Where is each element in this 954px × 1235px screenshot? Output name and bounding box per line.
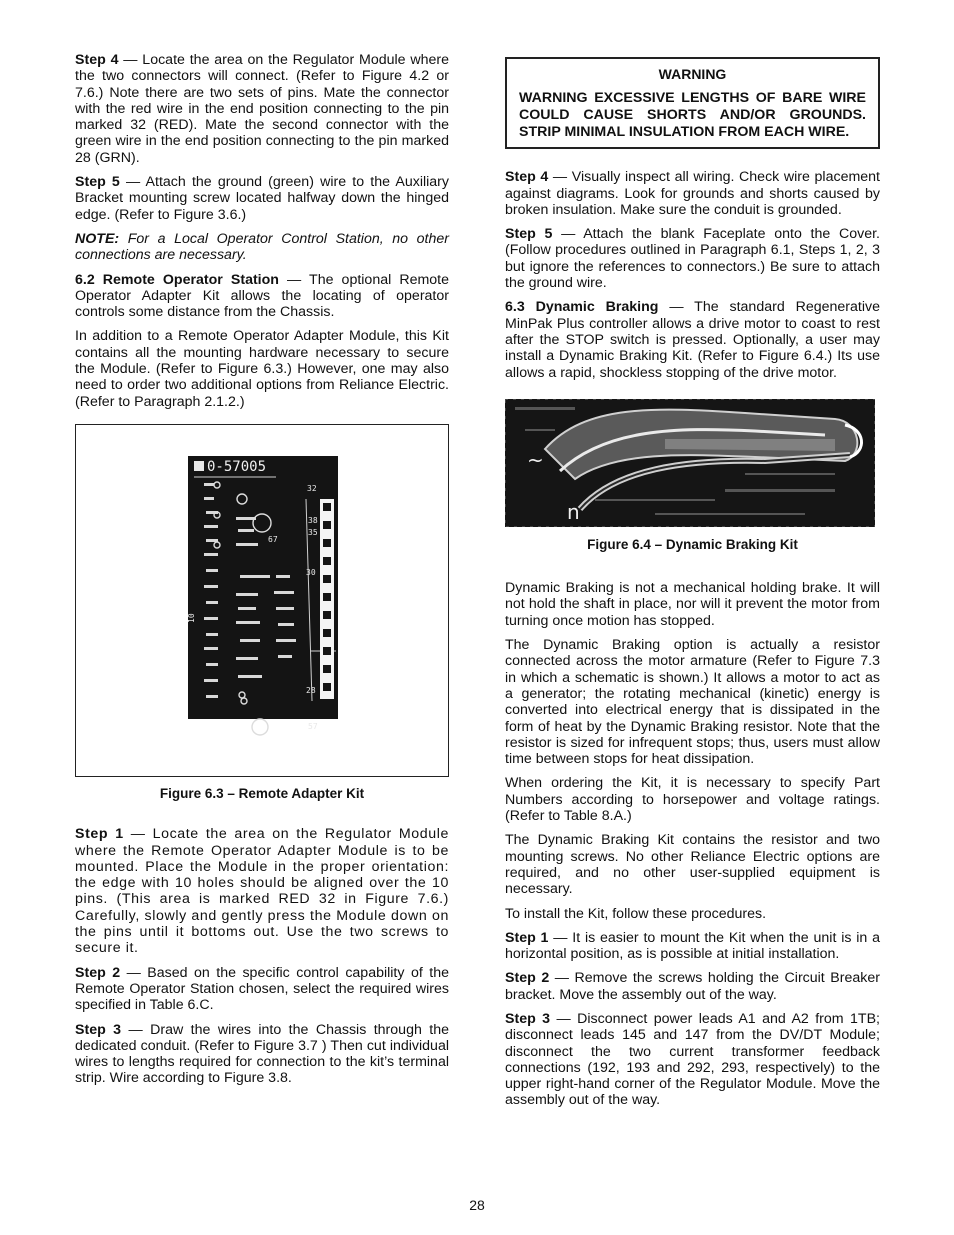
pin-label: 38: [308, 515, 318, 525]
paragraph-text: For a Local Operator Control Station, no other connections are necessary.: [75, 230, 449, 264]
section-6-3-paragraph: [505, 299, 880, 380]
body-paragraph: Dynamic Braking is not a mechanical holding brake. It will not hold the shaft in place, nor will it prevent the motor from turning once motion has stopped.: [505, 580, 880, 629]
step-label: Step 5: [75, 174, 120, 191]
paragraph-text: — Draw the wires into the Chassis through the dedicated conduit. (Refer to Figure 3.7 ) Then cut individual wires to lengths required for connection to the kit’s terminal strip. Wire according to Figure 3.8.: [75, 1021, 450, 1087]
step-label: Step 5: [505, 226, 553, 243]
pin-label: 67: [268, 534, 278, 544]
left-column: [75, 52, 449, 1095]
body-paragraph: The Dynamic Braking option is actually a resistor connected across the motor armature (Refer to Figure 7.3 in which a schematic is shown.) It allows a motor to act as a generator; the rotating mechanical (kinetic) energy is converted into electrical energy that is dissipated in the form of heat by the Dynamic Braking resistor. Note that the resistor is sized for infrequent stops; thus, users must allow time between stops for heat dissipation.: [505, 637, 880, 768]
paragraph-text: — The standard Regenerative MinPak Plus controller allows a drive motor to coast to rest after the STOP switch is pressed. Optionally, a user may install a Dynamic Braking Kit. (Refer to Figure 6.4.) Its use allows a rapid, shockless stopping of the drive motor.: [505, 299, 880, 381]
paragraph-text: — The optional Remote Operator Adapter Kit allows the locating of operator controls some distance from the Chassis.: [75, 271, 449, 321]
paragraph-text: — Locate the area on the Regulator Module where the Remote Operator Adapter Module is to be mounted. Place the Module in the proper orientation: the edge with 10 holes should be aligned over the 10 pins. (This area is marked RED 32 in Figure 7.6.) Carefully, slowly and gently press the Module down on the pins until it bottoms out. Use the two screws to secure it.: [75, 826, 449, 957]
warning-title: WARNING: [658, 66, 727, 82]
step-label: Step 4: [75, 52, 119, 68]
board-part-number: 0-57005: [207, 458, 267, 475]
step-5-paragraph: [505, 226, 880, 291]
step-4-paragraph: [75, 52, 449, 166]
step-2-paragraph: [75, 965, 449, 1014]
paragraph-text: — Remove the screws holding the Circuit Breaker bracket. Move the assembly out of the way.: [505, 970, 880, 1003]
pin-label: 30: [306, 567, 316, 577]
step-label: Step 4: [505, 169, 549, 186]
figure-6-4-caption: Figure 6.4 – Dynamic Braking Kit: [587, 536, 798, 552]
figure-6-4-image: [505, 399, 875, 527]
section-heading: 6.2 Remote Operator Station: [75, 271, 279, 288]
section-heading: 6.3 Dynamic Braking: [505, 299, 659, 316]
pin-label: 35: [308, 527, 318, 537]
step-label: Step 3: [75, 1021, 122, 1038]
step-label: Step 3: [505, 1010, 551, 1027]
right-column: [505, 52, 880, 1117]
step-2-paragraph: [505, 970, 880, 1003]
step-4-paragraph: [505, 169, 880, 218]
section-6-2-paragraph: [75, 272, 449, 321]
paragraph-text: — Based on the specific control capability of the Remote Operator Station chosen, select the required wires specified in Table 6.C.: [75, 964, 449, 1014]
figure-6-3-caption: Figure 6.3 – Remote Adapter Kit: [159, 785, 365, 801]
paragraph-text: — Locate the area on the Regulator Module where the two connectors will connect. (Refer to Figure 4.2 or 7.6.) Note there are two sets of pins. Mate the connector with the red wire in the end position connecting to the pin marked 32 (RED). Mate the second connector with the green wire in the end position connecting to the pin marked 28 (GRN).: [75, 52, 449, 166]
step-label: Step 1: [75, 826, 124, 843]
body-paragraph: When ordering the Kit, it is necessary to specify Part Numbers according to horsepower and voltage ratings. (Refer to Table 8.A.): [505, 775, 880, 825]
step-label: Step 2: [505, 970, 550, 987]
step-label: Step 2: [75, 964, 121, 981]
step-1-paragraph: [505, 930, 880, 963]
pin-label: 32: [307, 483, 317, 493]
remote-adapter-board-image: [76, 425, 448, 776]
note-paragraph: [75, 231, 449, 264]
paragraph-text: — Attach the ground (green) wire to the Auxiliary Bracket mounting screw located halfway down the hinged edge. (Refer to Figure 3.6.): [75, 174, 449, 223]
step-1-paragraph: [75, 826, 449, 956]
body-paragraph: To install the Kit, follow these procedures.: [505, 905, 767, 922]
step-label: Step 1: [505, 929, 549, 946]
paragraph-text: — Visually inspect all wiring. Check wire placement against diagrams. Look for grounds and shorts caused by broken insulation. Make sure the conduit is grounded.: [505, 169, 881, 218]
page-number: 28: [469, 1197, 485, 1213]
step-3-paragraph: [75, 1022, 449, 1087]
figure-6-3-box: [75, 424, 449, 777]
paragraph-text: — Attach the blank Faceplate onto the Cover. (Follow procedures outlined in Paragraph 6.1, Steps 1, 2, 3 but ignore the references to connectors.) Be sure to attach the ground wire.: [505, 226, 880, 292]
svg-text:~: ~: [527, 447, 544, 472]
svg-text:n: n: [567, 499, 580, 524]
paragraph-text: — It is easier to mount the Kit when the unit is in a horizontal position, as is possible at initial installation.: [505, 929, 880, 963]
pin-label: 28: [306, 685, 316, 695]
warning-box: [505, 57, 880, 149]
step-5-paragraph: [75, 174, 449, 223]
body-paragraph: The Dynamic Braking Kit contains the resistor and two mounting screws. No other Reliance Electric options are required, and no other user-supplied equipment is necessary.: [505, 832, 880, 898]
pin-label: 57: [308, 721, 318, 731]
note-label: NOTE:: [75, 230, 120, 247]
warning-text: WARNING EXCESSIVE LENGTHS OF BARE WIRE COULD CAUSE SHORTS AND/OR GROUNDS. STRIP MINIMAL INSULATION FROM EACH WIRE.: [519, 90, 866, 141]
pin-label: 10: [187, 613, 196, 623]
step-3-paragraph: [505, 1011, 880, 1109]
paragraph-text: — Disconnect power leads A1 and A2 from 1TB; disconnect leads 145 and 147 from the DV/DT Module; disconnect the two current transformer feedback connections (192, 193 and 292, 293, respectively) to the upper right-hand corner of the Regulator Module. Move the assembly out of the way.: [505, 1010, 880, 1109]
body-paragraph: In addition to a Remote Operator Adapter Module, this Kit contains all the mounting hardware necessary to secure the Module. (Refer to Figure 6.3.) However, one may also need to order two additional options from Reliance Electric. (Refer to Paragraph 2.1.2.): [75, 328, 449, 410]
